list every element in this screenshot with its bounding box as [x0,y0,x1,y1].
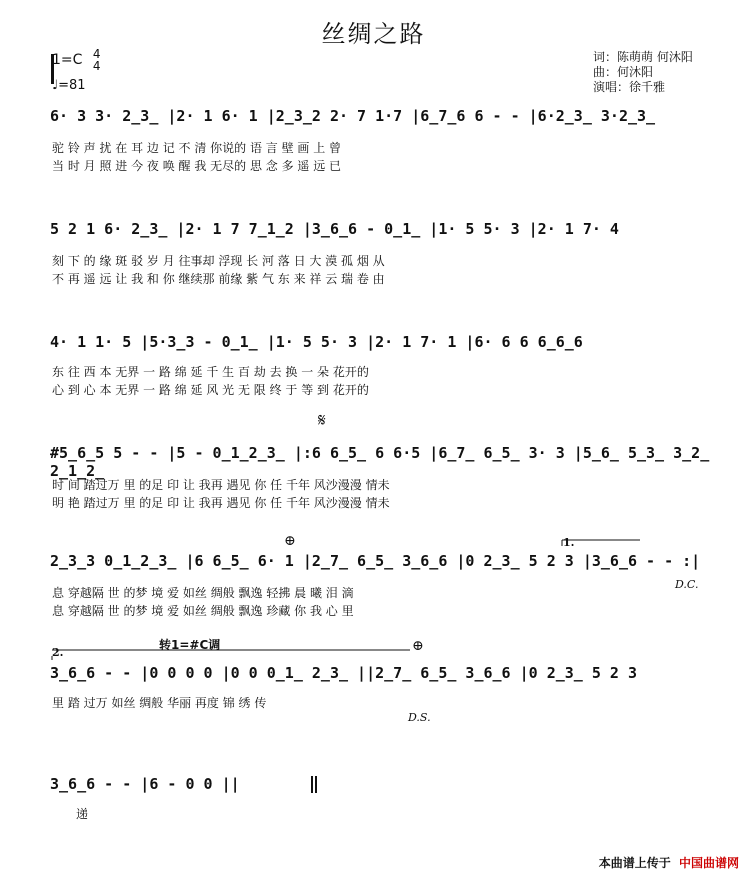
time-numerator: 4 [92,47,101,61]
lyrics-verse-1: 递 [76,807,89,821]
lyrics-verse-1: 时 间 踏过万 里 的足 印 让 我再 遇见 你 任 千年 风沙漫漫 情未 [52,478,390,492]
segno-sign: 𝄋 [318,410,326,431]
notes-line: 3̲6̲6 - - |6 - 0 0 || [50,775,240,793]
notes-line: #5̲6̲5 5 - - |5 - 0̲1̲2̲3̲ |:6 6̲5̲ 6 6·5 |6̲7̲ 6̲5̲ 3· 3 |5̲6̲ 5̲3̲ 3̲2̲ 2̲1̲2̲ [50,444,710,480]
ending-1-label: 1. [563,536,575,549]
upload-text: 本曲谱上传于 [598,856,671,870]
notes-line: 5 2 1 6· 2̲3̲ |2· 1 7 7̲1̲2 |3̲6̲6 - 0̲1̲ |1· 5 5· 3 |2· 1 7· 4 [50,220,619,238]
time-denominator: 4 [92,59,101,73]
lyricist: 词：陈萌萌 何沐阳 [593,50,693,64]
lyrics-verse-2: 当 时 月 照 进 今 夜 唤 醒 我 无尽的 思 念 多 遥 远 已 [52,159,342,173]
lyrics-verse-1: 里 踏 过万 如丝 绸般 华丽 再度 锦 绣 传 [52,696,267,710]
coda-sign: ⊕ [284,533,296,549]
coda-sign-2: ⊕ [412,638,424,654]
song-title: 丝绸之路 [321,20,426,48]
lyrics-verse-1: 息 穿越隔 世 的梦 境 爱 如丝 绸般 飘逸 轻拂 晨 曦 泪 滴 [52,586,354,600]
footer-credit [599,854,739,871]
lyrics-verse-1: 刻 下 的 缘 斑 驳 岁 月 往事却 浮现 长 河 落 日 大 漠 孤 烟 从 [52,254,385,268]
lyrics-verse-2: 心 到 心 本 无界 一 路 绵 延 风 光 无 限 终 于 等 到 花开的 [52,383,369,397]
lyrics-verse-2: 息 穿越隔 世 的梦 境 爱 如丝 绸般 飘逸 珍藏 你 我 心 里 [52,604,354,618]
final-barline [312,776,316,793]
ds-marking: D.S. [408,711,431,724]
singer: 演唱：徐千雅 [593,80,666,94]
notes-line: 3̲6̲6 - - |0 0 0 0 |0 0 0̲1̲ 2̲3̲ ||2̲7̲ 6̲5̲ 3̲6̲6 |0 2̲3̲ 5 2 3 [50,664,637,682]
lyrics-verse-2: 不 再 遥 远 让 我 和 你 继续那 前缘 紫 气 东 来 祥 云 瑞 卷 由 [52,272,385,286]
dc-marking: D.C. [675,578,699,591]
lyrics-verse-1: 驼 铃 声 扰 在 耳 边 记 不 清 你说的 语 言 壁 画 上 曾 [52,141,342,155]
site-logo[interactable]: 中国曲谱网 [678,856,739,870]
lyrics-verse-1: 东 往 西 本 无界 一 路 绵 延 千 生 百 劫 去 换 一 朵 花开的 [52,365,369,379]
tempo-marking: ♩=81 [52,78,86,93]
notes-line: 6· 3 3· 2̲3̲ |2· 1 6· 1 |2̲3̲2 2· 7 1·7 |6̲7̲6 6 - - |6·2̲3̲ 3·2̲3̲ [50,107,656,125]
modulation-label: 转1=#C调 [159,638,221,652]
notes-line: 2̲3̲3 0̲1̲2̲3̲ |6 6̲5̲ 6· 1 |2̲7̲ 6̲5̲ 3̲6̲6 |0 2̲3̲ 5 2 3 |3̲6̲6 - - :| [50,552,701,570]
composer: 曲：何沐阳 [593,65,654,79]
key-value: 1=C [52,52,83,68]
ending-1-bracket [562,540,640,546]
notes-line: 4· 1 1· 5 |5·3̲3 - 0̲1̲ |1· 5 5· 3 |2· 1 7· 1 |6· 6 6 6̲6̲6 [50,333,583,351]
ending-2-label: 2. [52,646,64,659]
lyrics-verse-2: 明 艳 踏过万 里 的足 印 让 我再 遇见 你 任 千年 风沙漫漫 情未 [52,496,390,510]
ending-2-bracket [52,650,410,660]
